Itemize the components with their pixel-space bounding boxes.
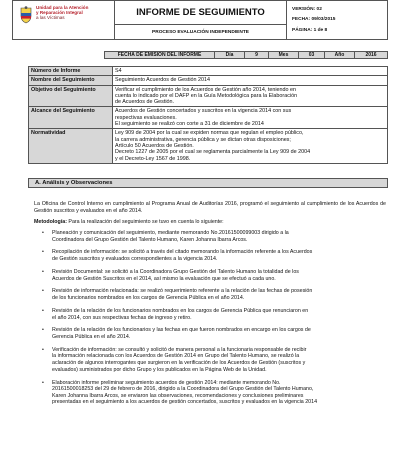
objective-line: Verificar el cumplimiento de los Acuerdos de Gestión año 2014, teniendo en	[115, 86, 296, 93]
list-item-line: 20161500018253 del 29 de febrero de 2016, dirigido a la Coordinadora del Grupo Gestión del Talento Humano,	[52, 386, 314, 393]
section-a-heading: A. Análisis y Observaciones	[28, 178, 388, 188]
list-item-line: Acuerdos de Gestión Suscritos en el 2014, así mismo la evaluación que se efectuó a cada uno.	[52, 275, 276, 282]
list-item-line: la información relacionada con los Acuerdos de Gestión 2014 en Grupo del Talento Humano, se realizó la	[52, 353, 300, 360]
emission-date-label: FECHA DE EMISION DEL INFORME	[105, 52, 215, 58]
bullet-icon: •	[42, 379, 44, 386]
methodology-paragraph	[34, 219, 386, 226]
list-item-line: Revisión de la relación de los funcionarios nombrados en los cargos de Gerencia Pública que renunciaron en	[52, 307, 309, 314]
list-item-text	[52, 230, 386, 243]
list-item-text	[52, 249, 386, 262]
list-item	[34, 230, 386, 243]
list-item-text	[52, 308, 386, 321]
summary-row-number	[29, 67, 387, 76]
month-label: Mes	[269, 52, 299, 58]
version-label: VERSIÓN: 02	[292, 6, 322, 12]
regulations-line: Ley 909 de 2004 por la cual se expiden normas que regulan el empleo público,	[115, 130, 304, 137]
bullet-icon: •	[42, 268, 44, 275]
methodology-label: Metodología:	[34, 218, 67, 225]
list-item-text	[52, 288, 386, 301]
summary-row-name	[29, 76, 387, 85]
summary-row-scope	[29, 107, 387, 129]
bullet-icon: •	[42, 249, 44, 256]
list-item-line: Coordinadora del Grupo Gestión del Talento Humano, Karen Johanna Ibarra Arcos.	[52, 236, 248, 243]
year-label: Año	[325, 52, 355, 58]
summary-row-regulations	[29, 129, 387, 162]
logo-line-1: Unidad para la Atención	[36, 5, 89, 10]
regulations-line: Artículo 50 Acuerdos de Gestión.	[115, 142, 194, 149]
objective-line: cuenta lo indicado por el DAFP en la Guía Metodológica para la Elaboración	[115, 92, 298, 99]
bullet-icon: •	[42, 307, 44, 314]
list-item-line: presentadas en el seguimiento a los acuerdos de gestión concertados, suscritos y evaluados en la vigencia 2014	[52, 399, 318, 406]
list-item-text	[52, 327, 386, 340]
regulations-line: Decreto 1227 de 2005 por el cual se reglamenta parcialmente la Ley 909 de 2004	[115, 149, 311, 156]
regulations-value	[113, 129, 387, 162]
list-item-text	[52, 380, 386, 406]
objective-line: de Acuerdos de Gestión.	[115, 99, 175, 106]
objective-value	[113, 86, 387, 107]
list-item-line: Revisión de información relacionada: se realizó requerimiento referente a la relación de las fechas de posesión	[52, 288, 313, 295]
page-label: PÁGINA: 1 de 8	[292, 28, 328, 34]
list-item-line: Revisión Documental: se solicitó a la Coordinadora Grupo Gestión del Talento Humano la totalidad de los	[52, 268, 299, 275]
colombia-seal-icon	[18, 6, 34, 24]
list-item	[34, 380, 386, 406]
summary-row-objective	[29, 86, 387, 108]
list-item-line: Verificación de información: se consultó y solicitó de manera personal a la funcionaria responsable de recibir	[52, 346, 307, 353]
scope-line: respectivas evaluaciones.	[115, 114, 177, 121]
document-page	[12, 0, 390, 450]
followup-name-value: Seguimiento Acuerdos de Gestión 2014	[115, 77, 210, 84]
scope-line: El seguimiento se realizó con corte a 31 de diciembre de 2014	[115, 121, 264, 128]
process-subtitle: PROCESO EVALUACIÓN INDEPENDIENTE	[152, 29, 249, 35]
regulations-label: Normatividad	[29, 129, 113, 162]
scope-line: Acuerdos de Gestión concertados y suscritos en la vigencia 2014 con sus	[115, 108, 292, 115]
list-item-line: Recopilación de información: se solicitó a través del citado memorando la información referente a los Acuerdos	[52, 249, 313, 256]
logo-line-3: a las Víctimas	[36, 15, 65, 21]
list-item	[34, 249, 386, 262]
day-value: 9	[245, 52, 269, 58]
list-item-line: el año 2014, con sus respectivas fechas de ingreso y retiro.	[52, 314, 192, 321]
list-item	[34, 288, 386, 301]
followup-name-label: Nombre del Seguimiento	[29, 76, 113, 84]
list-item-line: Karen Johanna Ibarra Arcos, se enviaron las observaciones, recomendaciones y conclusiones preliminares	[52, 392, 304, 399]
bullet-icon: •	[42, 229, 44, 236]
logo-text	[36, 5, 112, 21]
report-summary-table	[28, 66, 388, 164]
list-item-line: Planeación y comunicación del seguimiento, mediante memorando No.20161500099003 dirigido a la	[52, 229, 289, 236]
document-meta	[287, 1, 387, 39]
list-item-line: de los funcionarios nombrados en los cargos de Gerencia Pública en el año 2014.	[52, 295, 245, 302]
date-label: FECHA: 09/03/2015	[292, 17, 336, 23]
section-a-body	[34, 201, 386, 412]
list-item-line: Elaboración informe preliminar seguimiento acuerdos de gestión 2014: mediante memorando No.	[52, 379, 281, 386]
bullet-icon: •	[42, 346, 44, 353]
list-item-line: aclaración de algunos interrogantes que surgieron en la verificación de los Acuerdos de Gestión (suscritos y	[52, 360, 306, 367]
methodology-text: Para la realización del seguimiento se tuvo en cuenta lo siguiente:	[66, 218, 224, 225]
list-item	[34, 327, 386, 340]
list-item	[34, 308, 386, 321]
header-title-block	[115, 1, 287, 39]
document-header	[12, 0, 388, 40]
intro-paragraph: La Oficina de Control Interno en cumplimiento al Programa Anual de Auditorías 2016, programó el seguimiento al cumplimiento de los Acuerdos de Gestión suscritos y evaluados en el año 2014.	[34, 201, 386, 214]
scope-value	[113, 107, 387, 128]
methodology-list	[34, 230, 386, 406]
scope-label: Alcance del Seguimiento	[29, 107, 113, 128]
logo-line-2: y Reparación Integral	[36, 10, 83, 16]
emission-date-row	[104, 51, 388, 59]
document-title: INFORME DE SEGUIMIENTO	[115, 1, 286, 25]
list-item-line: Revisión de la relación de los funcionarios y las fechas en que fueron nombrados en encargo en los cargos de	[52, 327, 311, 334]
bullet-icon: •	[42, 288, 44, 295]
bullet-icon: •	[42, 327, 44, 334]
regulations-line: la carrera administrativa, gerencia pública y se dictan otras disposiciones;	[115, 136, 291, 143]
list-item-text	[52, 269, 386, 282]
regulations-line: y el Decreto-Ley 1567 de 1998.	[115, 155, 191, 162]
list-item-line: evaluados) suministrados por dicho Grupo y los publicados en la Página Web de la Unidad.	[52, 366, 267, 373]
list-item-text	[52, 347, 386, 373]
list-item-line: Gerencia Pública en el año 2014.	[52, 333, 131, 340]
objective-label: Objetivo del Seguimiento	[29, 86, 113, 107]
report-number-label: Número de Informe	[29, 67, 113, 75]
report-number-value: S4	[115, 68, 122, 74]
entity-logo	[13, 1, 115, 39]
year-value: 2016	[365, 52, 377, 58]
list-item	[34, 347, 386, 373]
day-label: Día	[215, 52, 245, 58]
month-value: 03	[299, 52, 325, 58]
list-item-line: de Gestión suscritos y evaluados correspondientes a la vigencia 2014.	[52, 256, 218, 263]
list-item	[34, 269, 386, 282]
